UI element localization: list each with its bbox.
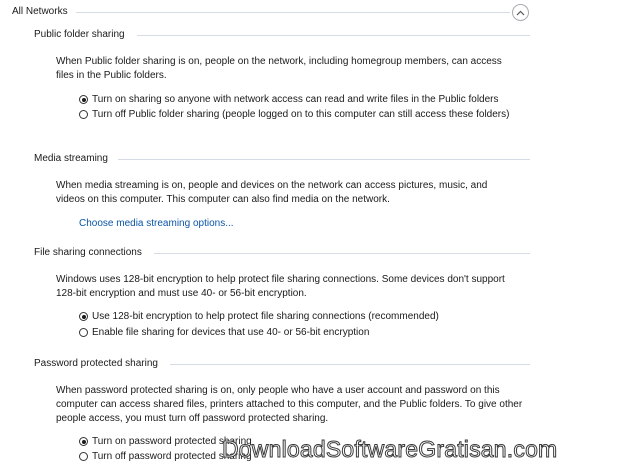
radio-label: Turn on sharing so anyone with network access can read and write files in the Public folders [92,94,499,105]
media-streaming-options-link[interactable]: Choose media streaming options... [79,218,234,229]
section-description: Windows uses 128-bit encryption to help protect file sharing connections. Some devices don't support 128-bit encryption and must use 40- or 56-bit encryption. [56,274,505,299]
radio-button[interactable] [79,95,88,104]
radio-40-56-bit-encryption[interactable] [79,326,369,340]
header-divider [76,12,510,13]
section-divider [170,364,530,365]
watermark-text: DownloadSoftwareGratisan.com [222,436,558,462]
section-description: When Public folder sharing is on, people on the network, including homegroup members, can access files in the Public folders. [56,56,502,81]
radio-128-bit-encryption[interactable] [79,310,439,324]
section-title-password-protected-sharing: Password protected sharing [34,358,158,369]
section-divider [137,35,530,36]
radio-label: Turn on password protected sharing [92,436,252,447]
collapse-button[interactable] [512,4,529,21]
radio-public-sharing-on[interactable] [79,93,499,107]
page-title: All Networks [12,6,68,17]
radio-label: Turn off Public folder sharing (people logged on to this computer can still access these folders) [92,109,510,120]
radio-button[interactable] [79,312,88,321]
chevron-up-icon [516,10,525,16]
section-title-public-folder-sharing: Public folder sharing [34,29,125,40]
radio-button[interactable] [79,452,88,461]
radio-public-sharing-off[interactable] [79,108,519,122]
radio-label: Turn off password protected sharing [92,451,252,462]
radio-button[interactable] [79,437,88,446]
section-divider [154,253,530,254]
radio-button[interactable] [79,110,88,119]
section-description: When password protected sharing is on, only people who have a user account and password on this computer can access shared files, printers attached to this computer, and the Public folders. To give other people access, you must turn off password protected sharing. [56,385,523,424]
section-divider [118,159,530,160]
radio-label: Use 128-bit encryption to help protect file sharing connections (recommended) [92,311,439,322]
section-title-media-streaming: Media streaming [34,153,108,164]
section-title-file-sharing-connections: File sharing connections [34,247,142,258]
section-description: When media streaming is on, people and devices on the network can access pictures, music, and videos on this computer. This computer can also find media on the network. [56,180,488,205]
radio-label: Enable file sharing for devices that use 40- or 56-bit encryption [92,327,370,338]
radio-button[interactable] [79,328,88,337]
all-networks-header [12,6,68,17]
